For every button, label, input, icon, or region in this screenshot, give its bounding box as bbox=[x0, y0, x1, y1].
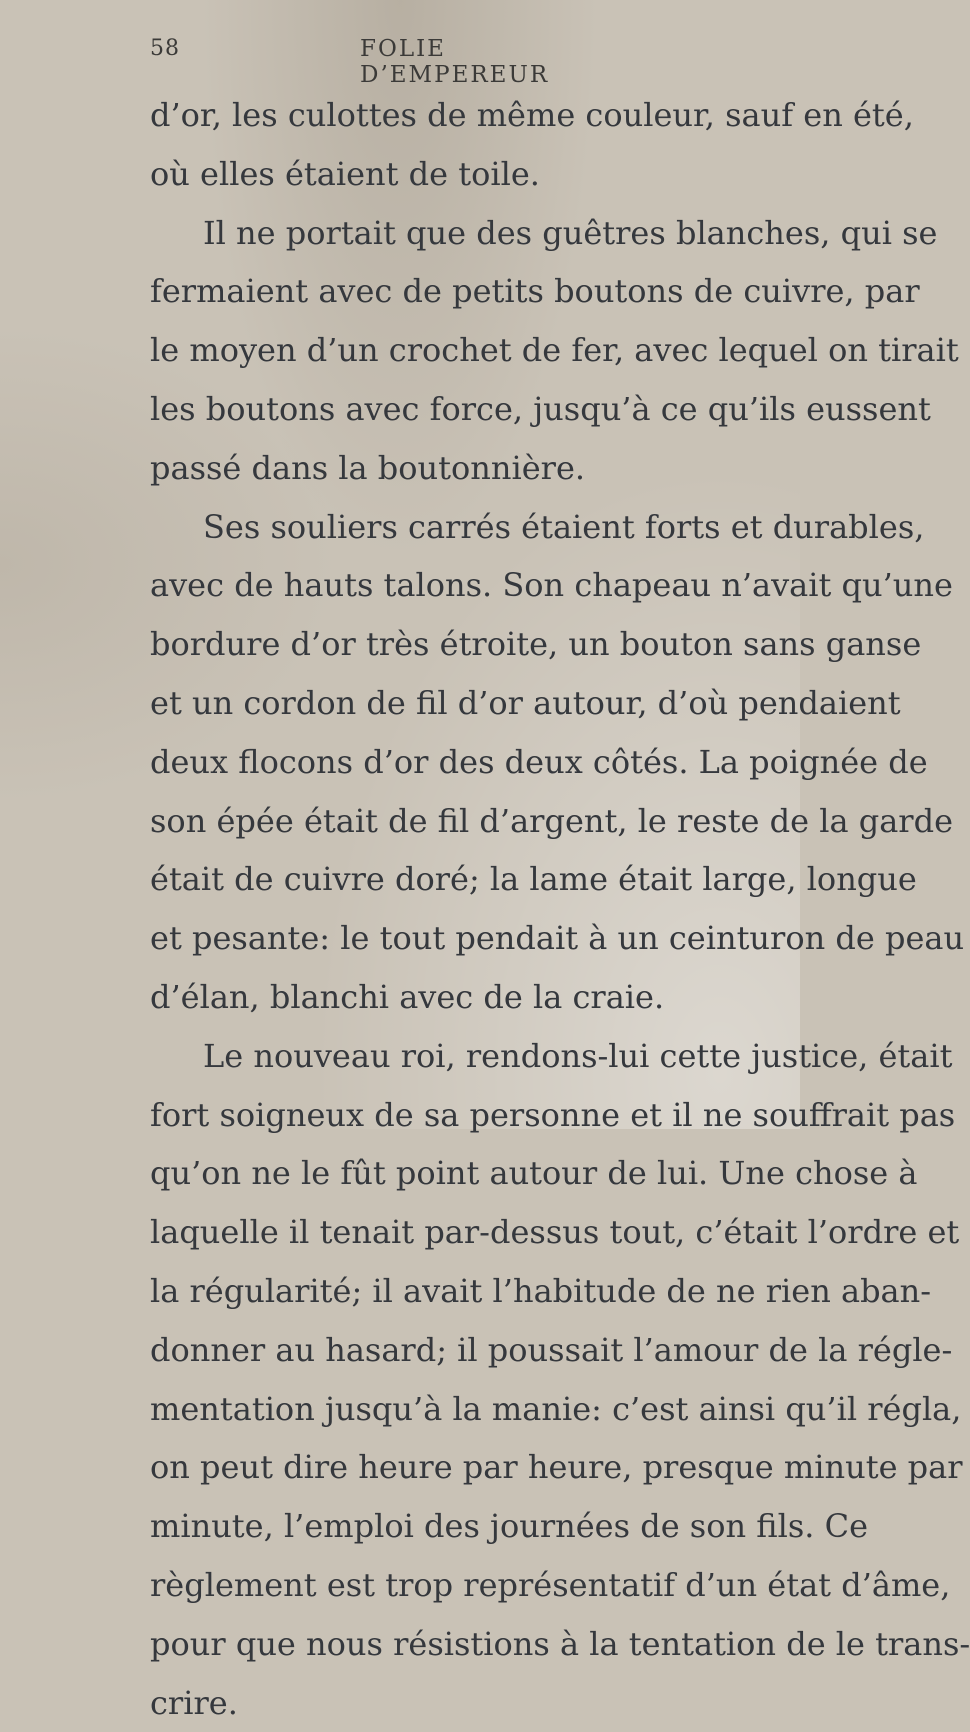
text-line: mentation jusqu’à la manie: c’est ainsi qu’il régla, bbox=[150, 1389, 962, 1428]
running-head bbox=[150, 36, 600, 88]
text-line: les boutons avec force, jusqu’à ce qu’ils eussent bbox=[150, 389, 931, 428]
text-line: laquelle il tenait par-dessus tout, c’était l’ordre et bbox=[150, 1213, 960, 1252]
text-line: d’élan, blanchi avec de la craie. bbox=[150, 977, 665, 1016]
text-line: Le nouveau roi, rendons-lui cette justice, était bbox=[203, 1036, 953, 1075]
text-line: fort soigneux de sa personne et il ne souffrait pas bbox=[150, 1095, 956, 1134]
text-line: on peut dire heure par heure, presque minute par bbox=[150, 1448, 963, 1487]
text-line: le moyen d’un crochet de fer, avec lequel on tirait bbox=[150, 331, 959, 370]
text-line: la régularité; il avait l’habitude de ne rien aban- bbox=[150, 1271, 932, 1310]
text-line: et pesante: le tout pendait à un ceinturon de peau bbox=[150, 919, 965, 958]
text-line: passé dans la boutonnière. bbox=[150, 448, 586, 487]
text-line: qu’on ne le fût point autour de lui. Une chose à bbox=[150, 1154, 918, 1193]
text-line: où elles étaient de toile. bbox=[150, 154, 540, 193]
text-line: avec de hauts talons. Son chapeau n’avait qu’une bbox=[150, 566, 953, 605]
text-line: était de cuivre doré; la lame était large, longue bbox=[150, 860, 917, 899]
text-line: donner au hasard; il poussait l’amour de la régle- bbox=[150, 1330, 953, 1369]
text-line: fermaient avec de petits boutons de cuivre, par bbox=[150, 272, 920, 311]
text-line: d’or, les culottes de même couleur, sauf en été, bbox=[150, 96, 914, 134]
text-line: Il ne portait que des guêtres blanches, qui se bbox=[203, 213, 938, 252]
text-line: règlement est trop représentatif d’un état d’âme, bbox=[150, 1565, 951, 1604]
text-line: son épée était de fil d’argent, le reste de la garde bbox=[150, 801, 954, 840]
text-line: deux flocons d’or des deux côtés. La poignée de bbox=[150, 742, 928, 781]
page-number: 58 bbox=[150, 36, 180, 61]
text-line: Ses souliers carrés étaient forts et durables, bbox=[203, 507, 925, 546]
text-line: crire. bbox=[150, 1683, 238, 1722]
text-line: bordure d’or très étroite, un bouton sans ganse bbox=[150, 625, 922, 664]
text-line: et un cordon de fil d’or autour, d’où pendaient bbox=[150, 683, 901, 722]
text-line: pour que nous résistions à la tentation de le trans- bbox=[150, 1624, 970, 1663]
text-line: minute, l’emploi des journées de son fils. Ce bbox=[150, 1507, 869, 1546]
body-text bbox=[150, 86, 970, 1732]
running-title: FOLIE D’EMPEREUR bbox=[360, 36, 550, 88]
